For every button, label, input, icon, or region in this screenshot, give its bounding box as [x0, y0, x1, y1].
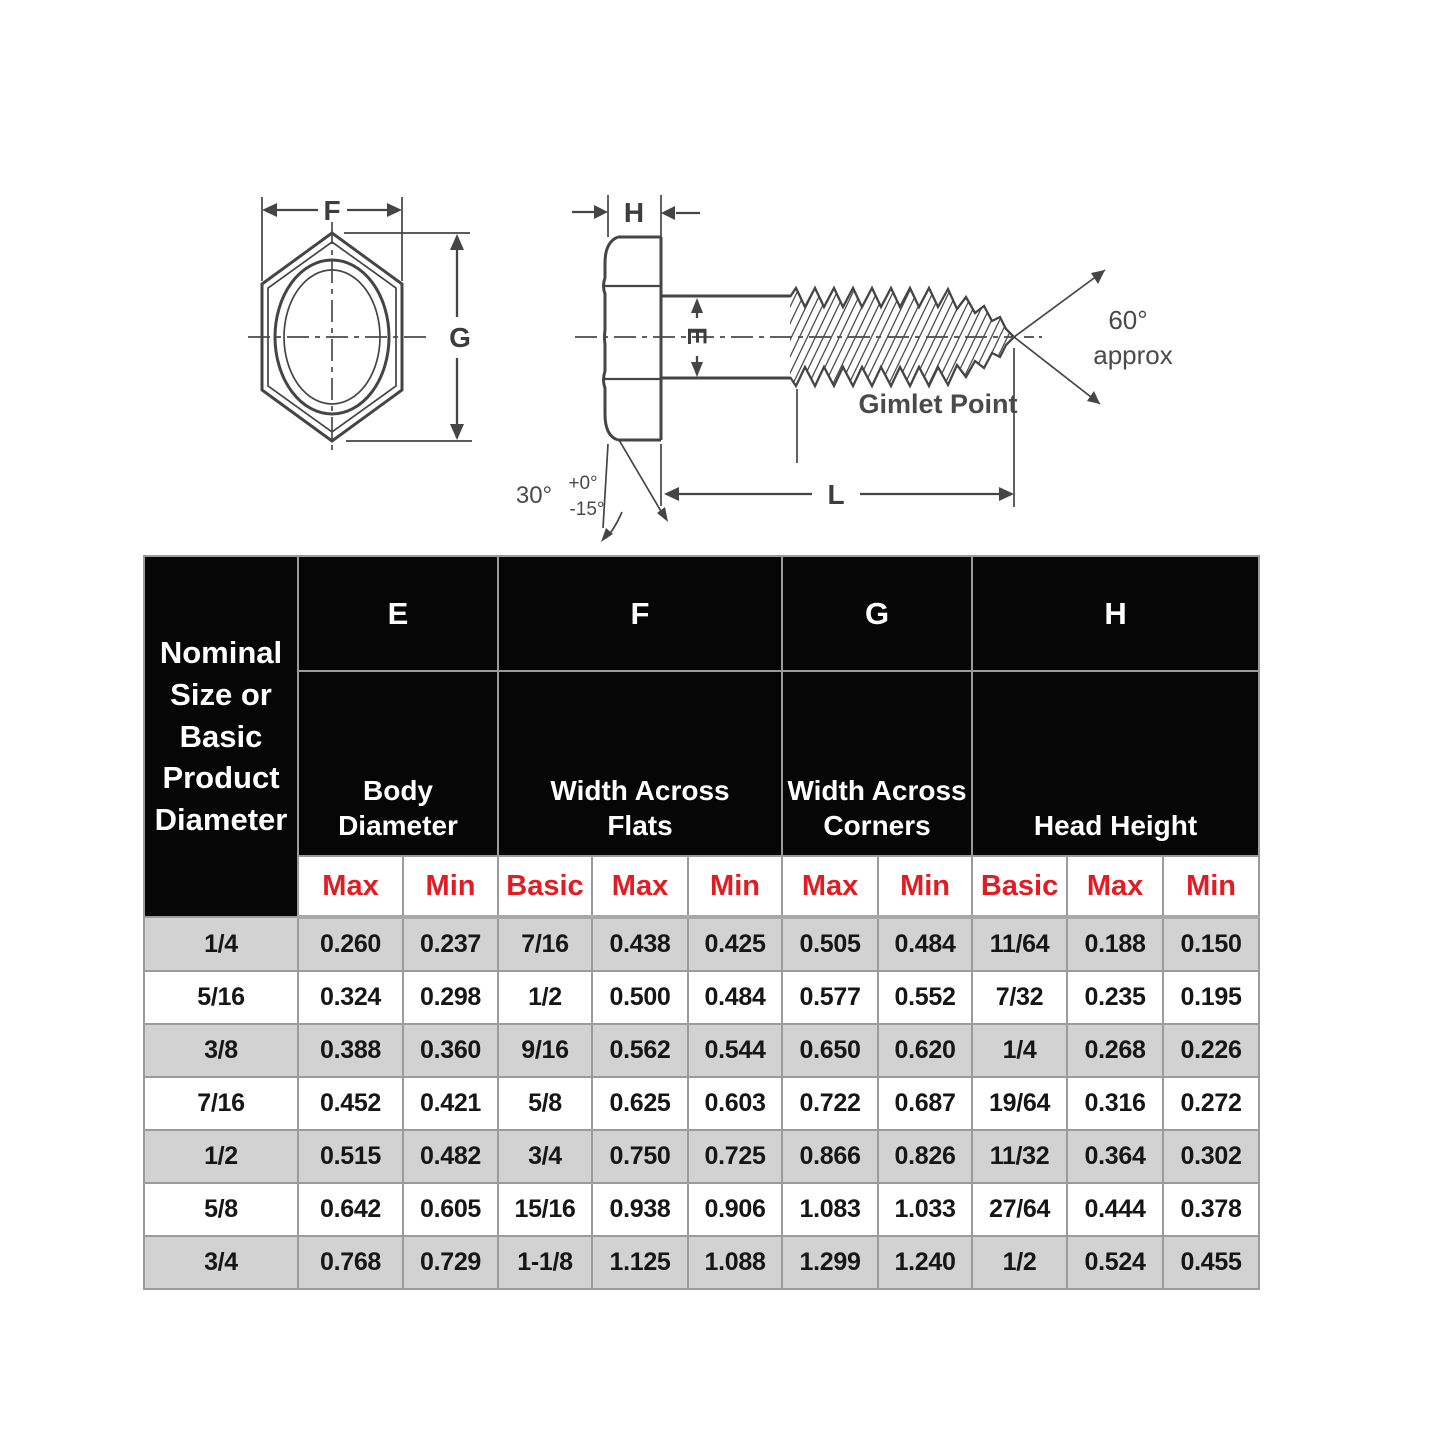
sub-header-min: Min — [688, 856, 782, 917]
table-row — [144, 1130, 1259, 1183]
dimension-H — [572, 195, 700, 250]
value-cell: 0.515 — [298, 1130, 403, 1183]
value-cell: 1.125 — [592, 1236, 688, 1289]
value-cell: 0.482 — [403, 1130, 498, 1183]
group-name-text: Body Diameter — [338, 775, 458, 841]
table-row — [144, 971, 1259, 1024]
size-cell: 1/4 — [144, 917, 298, 971]
sub-header-min: Min — [878, 856, 972, 917]
group-letter-row — [144, 556, 1259, 671]
value-cell: 0.524 — [1067, 1236, 1163, 1289]
value-cell: 7/32 — [972, 971, 1067, 1024]
value-cell: 0.722 — [782, 1077, 878, 1130]
value-cell: 1.033 — [878, 1183, 972, 1236]
value-cell: 0.444 — [1067, 1183, 1163, 1236]
value-cell: 0.642 — [298, 1183, 403, 1236]
value-cell: 0.302 — [1163, 1130, 1259, 1183]
group-letter-E: E — [298, 556, 498, 671]
lag-screw-drawing-svg — [0, 0, 1445, 555]
value-cell: 1/2 — [972, 1236, 1067, 1289]
dimension-L-label: L — [827, 479, 845, 510]
group-letter-H: H — [972, 556, 1259, 671]
table-row — [144, 1183, 1259, 1236]
sub-header-max: Max — [1067, 856, 1163, 917]
table-row — [144, 917, 1259, 971]
value-cell: 0.260 — [298, 917, 403, 971]
gimlet-point-label: Gimlet Point — [858, 389, 1018, 419]
value-cell: 19/64 — [972, 1077, 1067, 1130]
table-row — [144, 1077, 1259, 1130]
value-cell: 0.324 — [298, 971, 403, 1024]
value-cell: 0.552 — [878, 971, 972, 1024]
value-cell: 0.562 — [592, 1024, 688, 1077]
threads — [725, 284, 1057, 392]
group-letter-G: G — [782, 556, 972, 671]
value-cell: 0.577 — [782, 971, 878, 1024]
value-cell: 0.388 — [298, 1024, 403, 1077]
table-row — [144, 1236, 1259, 1289]
value-cell: 15/16 — [498, 1183, 592, 1236]
size-cell: 5/8 — [144, 1183, 298, 1236]
dimension-E-label: E — [682, 326, 712, 346]
dimensions-table — [143, 555, 1260, 1290]
value-cell: 0.484 — [688, 971, 782, 1024]
value-cell: 0.687 — [878, 1077, 972, 1130]
tolerance-minus-label: -15° — [569, 499, 605, 520]
value-cell: 0.425 — [688, 917, 782, 971]
value-cell: 0.650 — [782, 1024, 878, 1077]
angle-30-callout — [516, 440, 668, 542]
value-cell: 0.195 — [1163, 971, 1259, 1024]
value-cell: 0.360 — [403, 1024, 498, 1077]
dimension-H-label: H — [623, 197, 645, 228]
angle-60-callout — [1014, 270, 1173, 404]
group-name-text: Width Across Corners — [787, 775, 967, 841]
thread-hatching — [725, 284, 1057, 392]
value-cell: 0.268 — [1067, 1024, 1163, 1077]
value-cell: 1.240 — [878, 1236, 972, 1289]
table-row — [144, 1024, 1259, 1077]
group-name-head-height — [972, 671, 1259, 856]
table-body — [144, 917, 1259, 1289]
value-cell: 0.272 — [1163, 1077, 1259, 1130]
group-name-width-across-corners — [782, 671, 972, 856]
value-cell: 0.544 — [688, 1024, 782, 1077]
value-cell: 1/4 — [972, 1024, 1067, 1077]
group-name-text: Head Height — [1033, 810, 1198, 841]
value-cell: 0.505 — [782, 917, 878, 971]
value-cell: 0.188 — [1067, 917, 1163, 971]
lag-screw-side-view — [516, 195, 1173, 542]
size-cell: 7/16 — [144, 1077, 298, 1130]
value-cell: 0.235 — [1067, 971, 1163, 1024]
value-cell: 11/32 — [972, 1130, 1067, 1183]
dimension-F-label: F — [323, 195, 341, 226]
value-cell: 0.620 — [878, 1024, 972, 1077]
value-cell: 0.298 — [403, 971, 498, 1024]
value-cell: 0.484 — [878, 917, 972, 971]
group-name-text: Width Across Flats — [550, 775, 730, 841]
value-cell: 5/8 — [498, 1077, 592, 1130]
value-cell: 0.866 — [782, 1130, 878, 1183]
value-cell: 0.452 — [298, 1077, 403, 1130]
size-cell: 1/2 — [144, 1130, 298, 1183]
corner-header: Nominal Size or Basic Product Diameter — [144, 556, 298, 917]
value-cell: 3/4 — [498, 1130, 592, 1183]
value-cell: 1.083 — [782, 1183, 878, 1236]
value-cell: 0.364 — [1067, 1130, 1163, 1183]
value-cell: 0.237 — [403, 917, 498, 971]
value-cell: 1-1/8 — [498, 1236, 592, 1289]
value-cell: 0.421 — [403, 1077, 498, 1130]
group-name-width-across-flats — [498, 671, 782, 856]
sub-header-basic: Basic — [498, 856, 592, 917]
tolerance-plus-label: +0° — [568, 473, 598, 494]
value-cell: 0.750 — [592, 1130, 688, 1183]
technical-drawing — [0, 0, 1445, 555]
value-cell: 0.625 — [592, 1077, 688, 1130]
value-cell: 0.938 — [592, 1183, 688, 1236]
value-cell: 9/16 — [498, 1024, 592, 1077]
group-name-row — [144, 671, 1259, 856]
hex-head-end-view — [248, 195, 472, 452]
dimension-G-label: G — [449, 322, 471, 353]
group-letter-F: F — [498, 556, 782, 671]
size-cell: 5/16 — [144, 971, 298, 1024]
sub-header-basic: Basic — [972, 856, 1067, 917]
value-cell: 27/64 — [972, 1183, 1067, 1236]
value-cell: 0.729 — [403, 1236, 498, 1289]
value-cell: 1/2 — [498, 971, 592, 1024]
value-cell: 0.226 — [1163, 1024, 1259, 1077]
sub-header-max: Max — [592, 856, 688, 917]
value-cell: 0.316 — [1067, 1077, 1163, 1130]
size-cell: 3/8 — [144, 1024, 298, 1077]
value-cell: 0.603 — [688, 1077, 782, 1130]
value-cell: 0.500 — [592, 971, 688, 1024]
size-cell: 3/4 — [144, 1236, 298, 1289]
value-cell: 0.906 — [688, 1183, 782, 1236]
sub-header-max: Max — [298, 856, 403, 917]
sub-header-min: Min — [1163, 856, 1259, 917]
group-name-body-diameter — [298, 671, 498, 856]
value-cell: 0.826 — [878, 1130, 972, 1183]
value-cell: 0.150 — [1163, 917, 1259, 971]
value-cell: 11/64 — [972, 917, 1067, 971]
sub-header-min: Min — [403, 856, 498, 917]
angle-60-label: 60° — [1108, 305, 1148, 335]
value-cell: 0.605 — [403, 1183, 498, 1236]
value-cell: 1.088 — [688, 1236, 782, 1289]
angle-60-approx-label: approx — [1093, 340, 1173, 370]
angle-30-label: 30° — [515, 482, 553, 509]
value-cell: 1.299 — [782, 1236, 878, 1289]
value-cell: 0.438 — [592, 917, 688, 971]
value-cell: 0.378 — [1163, 1183, 1259, 1236]
value-cell: 0.725 — [688, 1130, 782, 1183]
value-cell: 7/16 — [498, 917, 592, 971]
dimension-E — [682, 298, 712, 377]
sub-header-row — [144, 856, 1259, 917]
value-cell: 0.768 — [298, 1236, 403, 1289]
sub-header-max: Max — [782, 856, 878, 917]
hex-head-side — [604, 237, 662, 440]
value-cell: 0.455 — [1163, 1236, 1259, 1289]
